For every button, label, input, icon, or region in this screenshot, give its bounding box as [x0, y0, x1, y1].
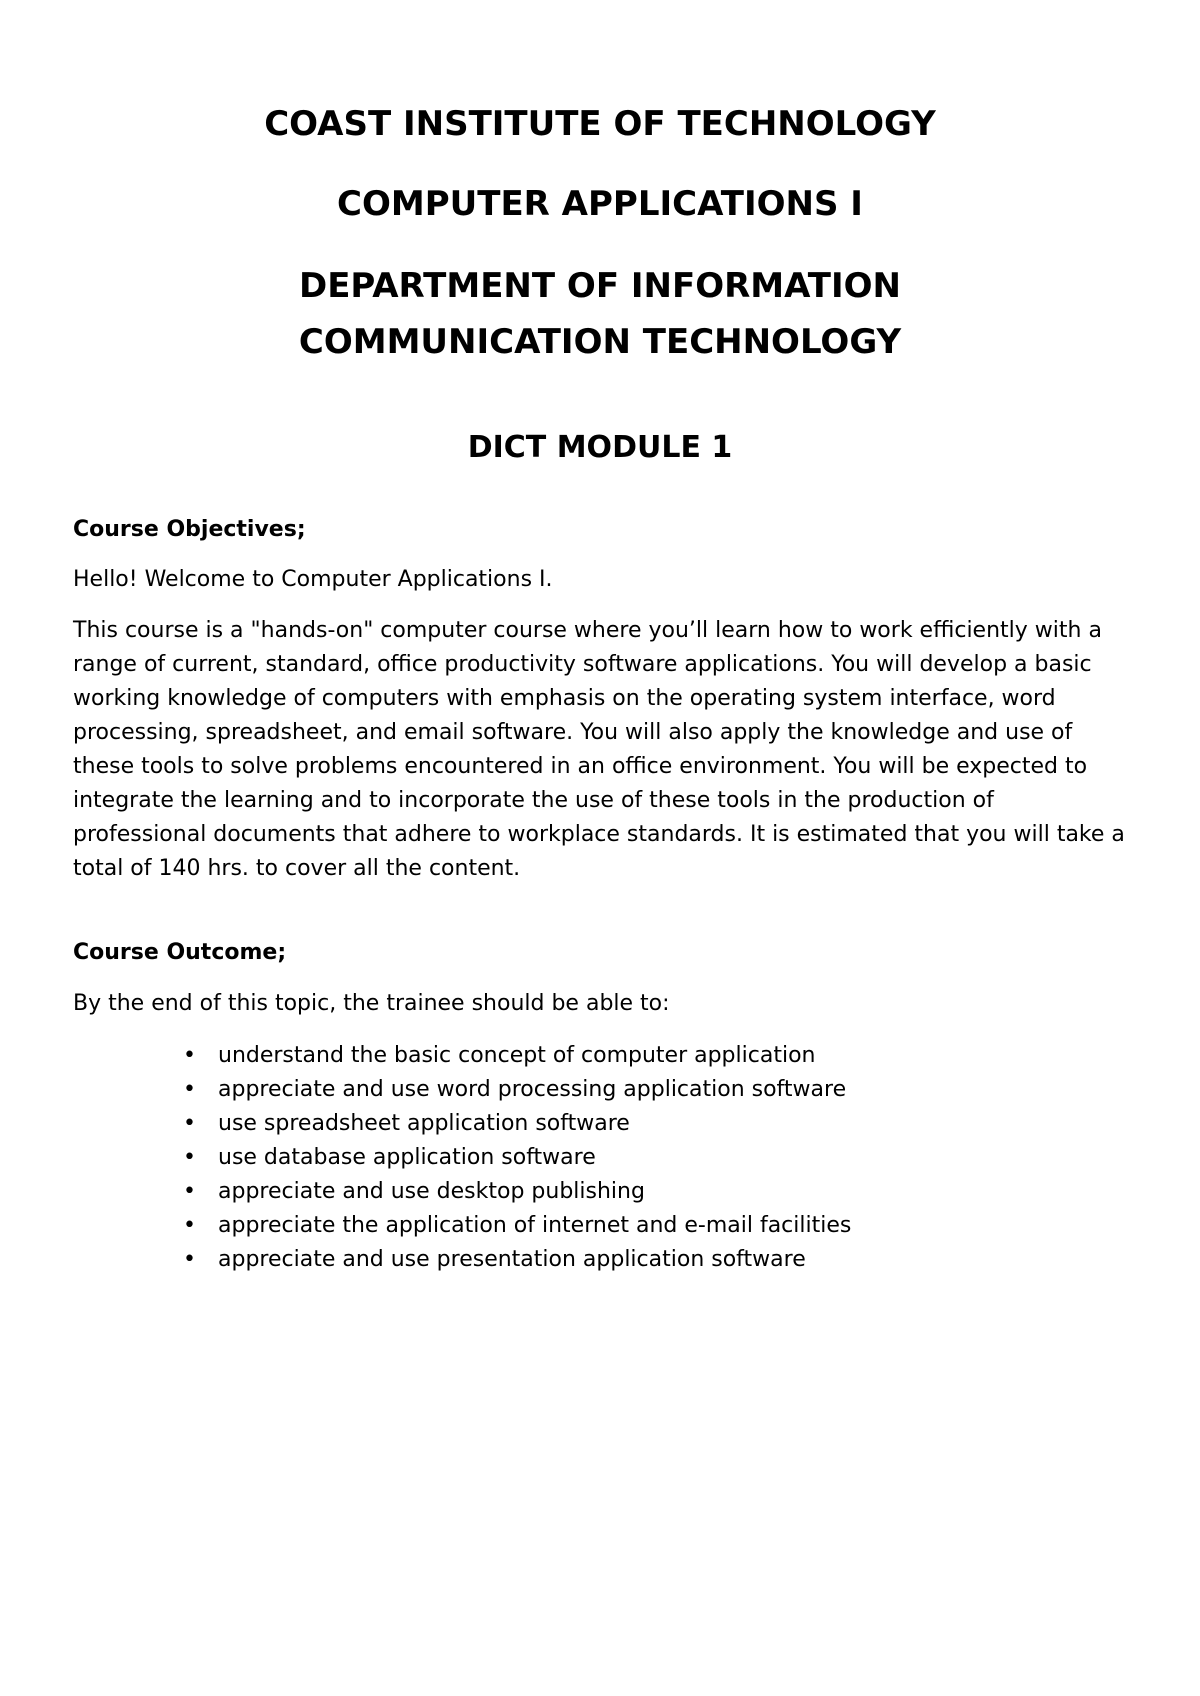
list-item — [176, 1107, 1126, 1141]
list-item — [176, 1039, 1126, 1073]
module-title: DICT MODULE 1 — [467, 430, 733, 465]
bullet-icon: • — [183, 1145, 196, 1170]
list-item — [176, 1073, 1126, 1107]
bullet-icon: • — [183, 1077, 196, 1102]
bullet-icon: • — [183, 1247, 196, 1272]
list-item-text: appreciate the application of internet and e-mail facilities — [218, 1213, 852, 1238]
course-objectives-heading: Course Objectives; — [73, 517, 306, 542]
bullet-icon: • — [183, 1043, 196, 1068]
course-outcomes-list — [176, 1039, 1126, 1277]
list-item-text: appreciate and use presentation application software — [218, 1247, 806, 1272]
list-item — [176, 1243, 1126, 1277]
list-item — [176, 1209, 1126, 1243]
department-title: DEPARTMENT OF INFORMATION COMMUNICATION TECHNOLOGY — [298, 266, 902, 362]
course-outcome-heading: Course Outcome; — [73, 940, 287, 965]
list-item — [176, 1175, 1126, 1209]
bullet-icon: • — [183, 1111, 196, 1136]
list-item-text: use spreadsheet application software — [218, 1111, 630, 1136]
list-item-text: understand the basic concept of computer application — [218, 1043, 816, 1068]
bullet-icon: • — [183, 1213, 196, 1238]
welcome-text: Hello! Welcome to Computer Applications I. — [73, 567, 553, 592]
course-objectives-paragraph: This course is a "hands-on" computer course where you’ll learn how to work efficiently with a range of current, standard, office productivity software applications. You will develop a basic working knowledge of computers with emphasis on the operating system interface, word processing, spreadsheet, and email software. You will also apply the knowledge and use of these tools to solve problems encountered in an office environment. You will be expected to integrate the learning and to incorporate the use of these tools in the production of professional documents that adhere to workplace standards. It is estimated that you will take a total of 140 hrs. to cover all the content. — [73, 618, 1125, 881]
institution-title: COAST INSTITUTE OF TECHNOLOGY — [264, 104, 936, 144]
course-outcome-intro: By the end of this topic, the trainee should be able to: — [73, 991, 670, 1016]
list-item-text: use database application software — [218, 1145, 596, 1170]
list-item-text: appreciate and use word processing application software — [218, 1077, 847, 1102]
bullet-icon: • — [183, 1179, 196, 1204]
list-item — [176, 1141, 1126, 1175]
list-item-text: appreciate and use desktop publishing — [218, 1179, 645, 1204]
course-title: COMPUTER APPLICATIONS I — [337, 184, 863, 224]
